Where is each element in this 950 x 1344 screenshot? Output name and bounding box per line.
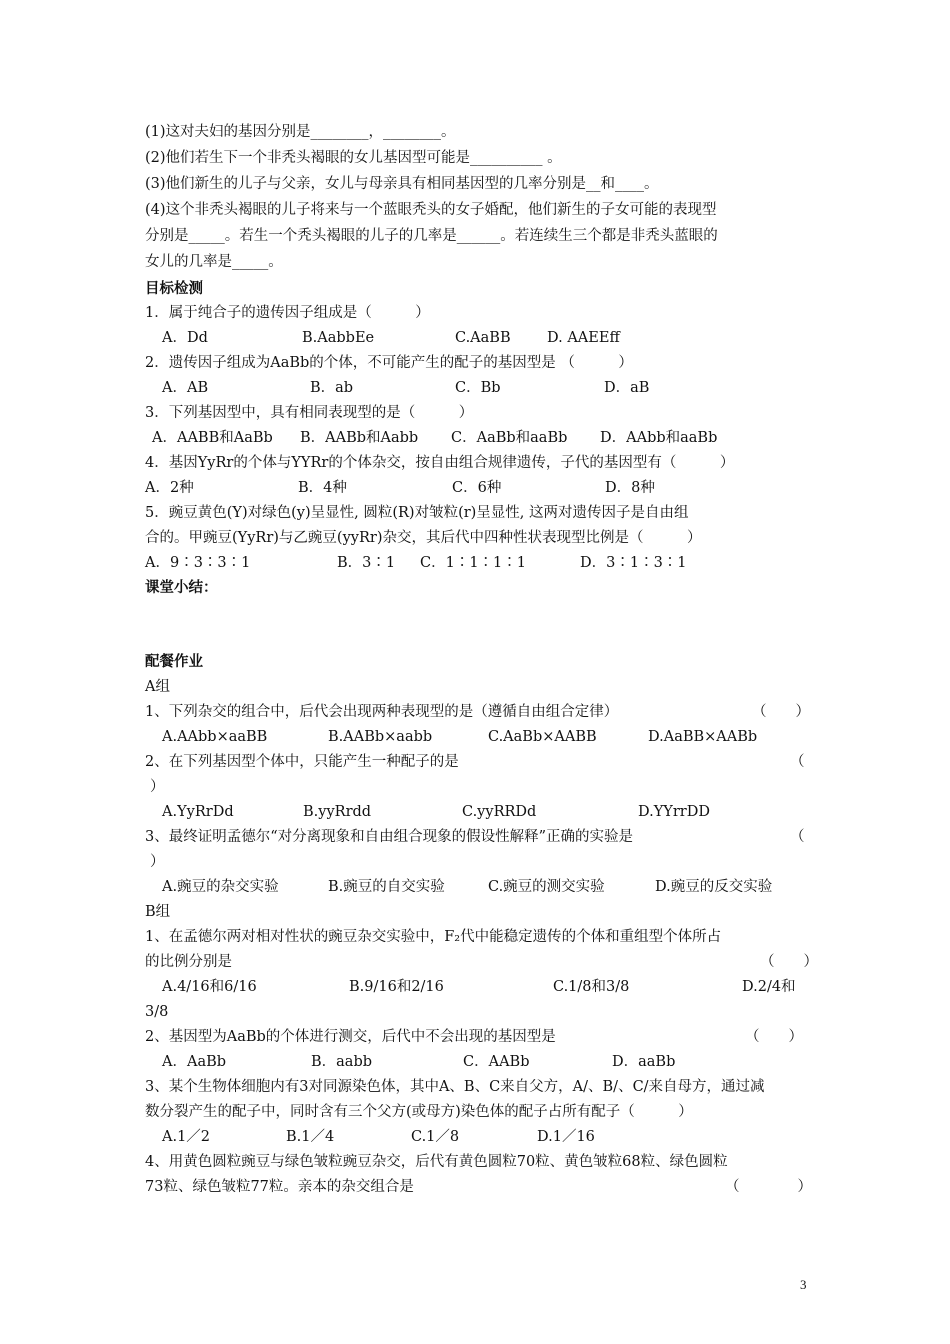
target-q2-option-a: A．AB [162,380,209,396]
group-a-q3-option-d: D.豌豆的反交实验 [655,879,773,895]
target-q1-option-d: D. AAEEff [547,330,620,346]
group-b-q2-option-b: B．aabb [311,1054,373,1070]
intro-q3: (3)他们新生的儿子与父亲，女儿与母亲具有相同基因型的几率分别是__和____。 [145,176,659,192]
group-a-q3-option-b: B.豌豆的自交实验 [328,879,445,895]
target-q3-option-b: B．AABb和Aabb [300,430,419,446]
target-q2-stem: 2．遗传因子组成为AaBb的个体，不可能产生的配子的基因型是 （ ） [145,355,633,371]
group-b-q4-paren: （ ） [725,1179,812,1195]
target-q1-stem: 1．属于纯合子的遗传因子组成是（ ） [145,305,430,321]
group-b-q3-stem-line1: 3、某个生物体细胞内有3对同源染色体，其中A、B、C来自父方，A/、B/、C/来自母方，通过减 [145,1079,765,1095]
group-b-q2-option-d: D．aaBb [612,1054,676,1070]
group-a-q1-option-d: D.AaBB×AABb [648,729,758,745]
group-a-q2-option-b: B.yyRrdd [303,804,372,820]
target-q4-option-a: A．2种 [145,480,194,496]
target-q2-option-c: C．Bb [455,380,501,396]
target-q4-stem: 4．基因YyRr的个体与YYRr的个体杂交，按自由组合规律遗传，子代的基因型有（ ） [145,455,735,471]
group-a-q2-option-a: A.YyRrDd [162,804,234,820]
target-q4-option-d: D．8种 [605,480,655,496]
group-a-q3-option-c: C.豌豆的测交实验 [488,879,605,895]
group-b-q1-option-c: C.1/8和3/8 [553,979,630,995]
target-q2-option-b: B．ab [310,380,354,396]
group-b-q1-option-d: D.2/4和 [742,979,796,995]
target-q5-option-b: B．3∶1 [337,555,396,571]
group-a-q2-stem: 2、在下列基因型个体中，只能产生一种配子的是 [145,754,459,770]
group-a-q1-option-b: B.AABb×aabb [328,729,433,745]
target-q3-option-a: A．AABB和AaBb [152,430,273,446]
group-a-q2-paren-open: （ [790,754,805,770]
summary-heading: 课堂小结： [145,580,218,596]
target-q5-option-c: C．1∶1∶1∶1 [420,555,526,571]
group-a-q1-paren: （ ） [752,704,810,720]
group-b-q4-stem-line2: 73粒、绿色皱粒77粒。亲本的杂交组合是 [145,1179,414,1195]
group-b-q1-stem-line2: 的比例分别是 [145,954,232,970]
group-b-q2-option-c: C．AABb [463,1054,530,1070]
group-b-q1-paren: （ ） [760,954,818,970]
group-b-q3-option-a: A.1／2 [162,1129,211,1145]
homework-heading: 配餐作业 [145,654,203,670]
target-q3-option-c: C．AaBb和aaBb [451,430,568,446]
group-a-q2-paren-close: ） [150,779,165,795]
target-q4-option-b: B．4种 [298,480,347,496]
target-q2-option-d: D．aB [604,380,650,396]
target-q5-stem-line1: 5．豌豆黄色(Y)对绿色(y)呈显性, 圆粒(R)对皱粒(r)呈显性, 这两对遗传因子是自由组 [145,505,689,521]
group-b-q3-option-d: D.1／16 [537,1129,595,1145]
target-q3-stem: 3．下列基因型中，具有相同表现型的是（ ） [145,405,474,421]
intro-q1: (1)这对夫妇的基因分别是________，________。 [145,124,456,140]
group-b-q1-option-tail: 3/8 [145,1004,169,1020]
group-a-q3-option-a: A.豌豆的杂交实验 [162,879,279,895]
group-a-q3-paren-close: ） [150,854,165,870]
group-a-q2-option-c: C.yyRRDd [462,804,537,820]
group-b-q1-option-a: A.4/16和6/16 [162,979,257,995]
intro-q4-line3: 女儿的几率是_____。 [145,254,283,270]
target-q5-option-d: D．3∶1∶3∶1 [580,555,687,571]
target-q4-option-c: C．6种 [452,480,502,496]
group-a-q3-paren-open: （ [790,829,805,845]
group-a-q2-option-d: D.YYrrDD [638,804,710,820]
group-b-q3-option-c: C.1／8 [411,1129,460,1145]
group-a-label: A组 [145,679,170,695]
group-b-q1-stem-line1: 1、在孟德尔两对相对性状的豌豆杂交实验中，F₂代中能稳定遗传的个体和重组型个体所占 [145,929,722,945]
group-b-q3-option-b: B.1／4 [286,1129,335,1145]
group-b-q2-option-a: A．AaBb [162,1054,227,1070]
target-q5-stem-line2: 合的。甲豌豆(YyRr)与乙豌豆(yyRr)杂交，其后代中四种性状表现型比例是（ ） [145,530,702,546]
target-q3-option-d: D．AAbb和aaBb [600,430,718,446]
group-b-q2-stem: 2、基因型为AaBb的个体进行测交，后代中不会出现的基因型是 [145,1029,556,1045]
target-q1-option-c: C.AaBB [455,330,511,346]
target-q5-option-a: A．9∶3∶3∶1 [145,555,251,571]
group-a-q1-option-a: A.AAbb×aaBB [162,729,268,745]
group-b-label: B组 [145,904,171,920]
target-heading: 目标检测 [145,281,203,297]
intro-q2: (2)他们若生下一个非秃头褐眼的女儿基因型可能是__________ 。 [145,150,562,166]
group-a-q3-stem: 3、最终证明孟德尔“对分离现象和自由组合现象的假设性解释”正确的实验是 [145,829,634,845]
intro-q4-line2: 分别是_____。若生一个秃头褐眼的儿子的几率是______。若连续生三个都是非秃头蓝眼的 [145,228,718,244]
group-b-q1-option-b: B.9/16和2/16 [349,979,444,995]
group-b-q2-paren: （ ） [745,1029,803,1045]
group-a-q1-stem: 1、下列杂交的组合中，后代会出现两种表现型的是（遵循自由组合定律） [145,704,619,720]
target-q1-option-b: B.AabbEe [302,330,375,346]
group-b-q4-stem-line1: 4、用黄色圆粒豌豆与绿色皱粒豌豆杂交，后代有黄色圆粒70粒、黄色皱粒68粒、绿色圆粒 [145,1154,728,1170]
group-a-q1-option-c: C.AaBb×AABB [488,729,597,745]
target-q1-option-a: A．Dd [162,330,208,346]
intro-q4-line1: (4)这个非秃头褐眼的儿子将来与一个蓝眼秃头的女子婚配，他们新生的子女可能的表现型 [145,202,717,218]
group-b-q3-stem-line2: 数分裂产生的配子中，同时含有三个父方(或母方)染色体的配子占所有配子（ ） [145,1104,693,1120]
page-number: 3 [800,1277,807,1292]
